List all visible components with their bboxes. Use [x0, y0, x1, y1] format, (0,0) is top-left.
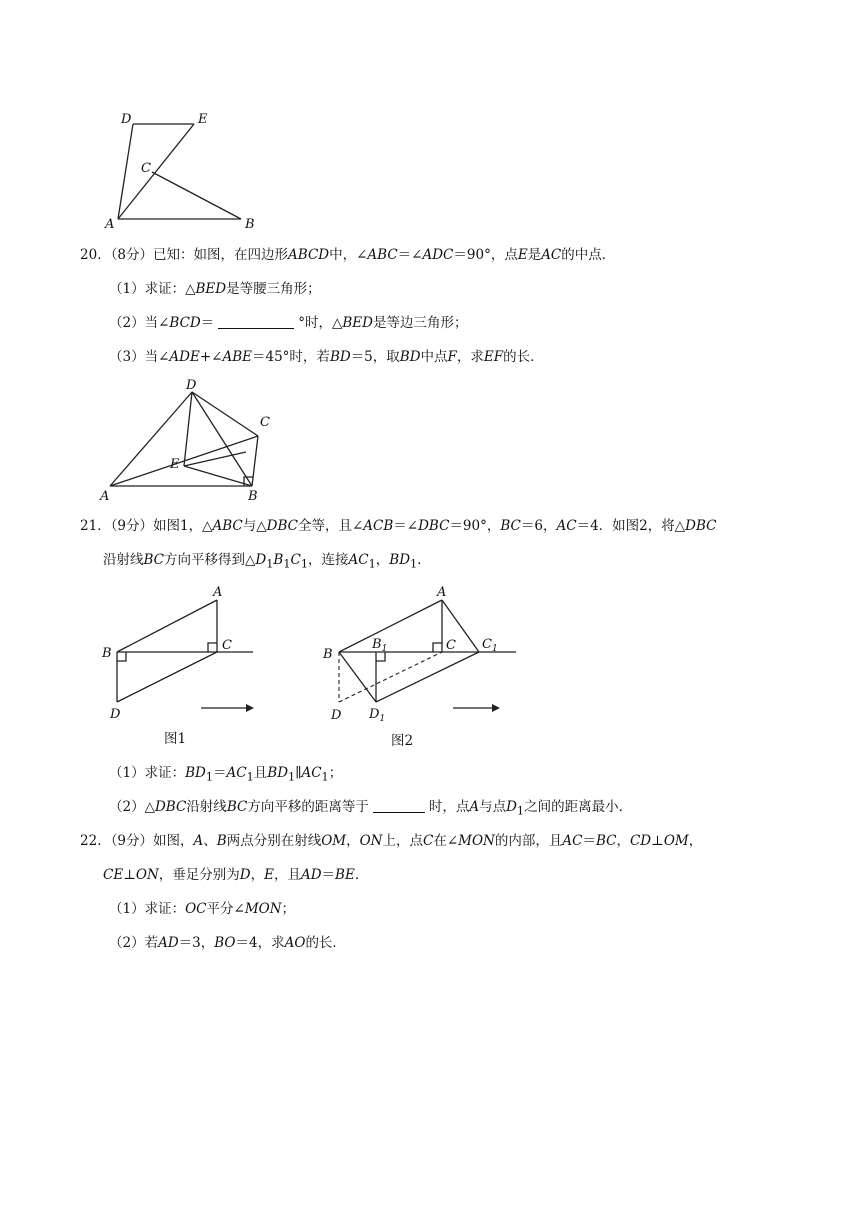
label-E: E	[198, 112, 208, 127]
label-B: B	[102, 646, 112, 661]
q22-part2: （2）若AD＝3，BO＝4，求AO的长．	[109, 935, 346, 951]
figure-q21-1	[98, 582, 268, 722]
label-A: A	[105, 217, 115, 232]
q20-part2: （2）当∠BCD＝ °时，△BED是等边三角形；	[109, 315, 468, 331]
label-E: E	[170, 457, 180, 472]
q20-stem: 20．（8分）已知：如图，在四边形ABCD中，∠ABC＝∠ADC＝90°，点E是AC的中点．	[80, 247, 616, 263]
figure-q21-2	[320, 582, 520, 722]
label-C: C	[141, 161, 151, 176]
label-D: D	[121, 112, 132, 127]
label-A: A	[213, 585, 223, 600]
figure-q20	[98, 376, 278, 502]
q21-stem-line1: 21．（9分）如图1，△ABC与△DBC全等，且∠ACB＝∠DBC＝90°，BC＝6，AC＝4．如图2，将△DBC	[80, 518, 717, 534]
q21-part1: （1）求证：$BD_1=AC_1$且$BD_1\parallel AC_1$；	[109, 765, 343, 784]
label-C1: $C_1$	[482, 637, 498, 654]
label-C: C	[260, 415, 270, 430]
label-A: A	[437, 585, 447, 600]
q22-stem-line1: 22．（9分）如图，A、B两点分别在射线OM，ON上，点C在∠MON的内部，且AC＝BC，CD⊥OM，	[80, 833, 703, 849]
figure-caption-1: 图1	[164, 731, 187, 747]
label-C: C	[446, 638, 456, 653]
label-D1: $D_1$	[369, 707, 386, 722]
label-B: B	[245, 217, 255, 232]
label-B: B	[323, 647, 333, 662]
label-D: D	[331, 708, 342, 722]
label-A: A	[100, 489, 110, 502]
q20-part3: （3）当∠ADE+∠ABE＝45°时，若BD＝5，取BD中点F，求EF的长．	[109, 349, 544, 365]
answer-blank-q21-2[interactable]	[373, 798, 425, 813]
figure-q19	[100, 106, 270, 236]
label-B: B	[248, 489, 258, 502]
label-C: C	[222, 638, 232, 653]
q21-stem-line2: 沿射线BC方向平移得到$\triangle D_1B_1C_1$，连接$AC_1$，$BD_1$．	[103, 552, 431, 571]
figure-caption-2: 图2	[391, 733, 414, 749]
q21-part2: （2）△DBC沿射线BC方向平移的距离等于 时，点A与点$D_1$之间的距离最小．	[109, 799, 633, 818]
label-D: D	[186, 378, 197, 393]
answer-blank-q20-2[interactable]	[218, 314, 294, 329]
q22-stem-line2: CE⊥ON，垂足分别为D，E，且AD＝BE．	[103, 867, 369, 883]
label-B1: $B_1$	[372, 637, 388, 654]
label-D: D	[110, 707, 121, 722]
q22-part1: （1）求证：OC平分∠MON；	[109, 901, 296, 917]
q20-part1: （1）求证：△BED是等腰三角形；	[109, 281, 321, 297]
